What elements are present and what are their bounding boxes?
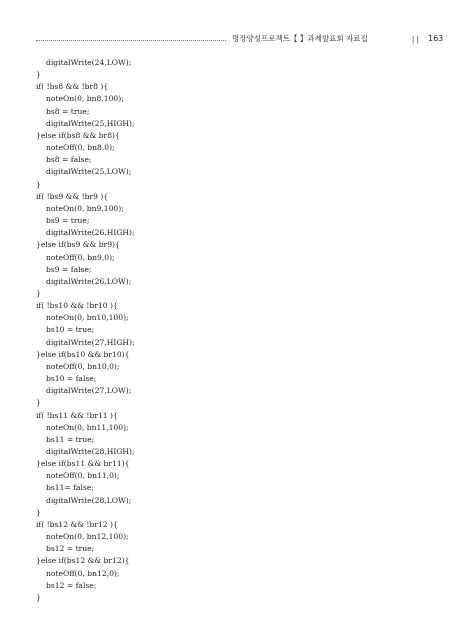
code-line: if( !bs9 && !br9 ){ xyxy=(36,191,109,201)
code-line: noteOn(0, bn10,100); xyxy=(46,313,129,323)
code-line: } xyxy=(36,179,41,189)
code-listing xyxy=(36,57,416,604)
code-line: bs12 = true; xyxy=(46,544,95,554)
code-line: digitalWrite(28,LOW); xyxy=(46,495,132,505)
code-line: }else if(bs12 && br12){ xyxy=(36,556,130,566)
code-line: bs8 = false; xyxy=(46,155,92,165)
code-line: bs11= false; xyxy=(46,483,94,493)
code-line: if( !bs12 && !br12 ){ xyxy=(36,519,118,529)
code-line: digitalWrite(28,HIGH); xyxy=(46,447,135,456)
header-dotted-rule xyxy=(36,40,226,41)
code-line: noteOff(0, bn12,0); xyxy=(46,568,120,578)
code-line: noteOn(0, bn12,100); xyxy=(46,532,129,542)
code-line: digitalWrite(26,HIGH); xyxy=(46,228,135,238)
code-line: }else if(bs11 && br11){ xyxy=(36,459,130,469)
code-line: if( !bs11 && !br11 ){ xyxy=(36,410,118,420)
code-line: noteOff(0, bn8,0); xyxy=(46,143,115,153)
code-line: } xyxy=(36,592,41,602)
code-line: bs10 = false; xyxy=(46,374,97,384)
code-line: if( !bs8 && !br8 ){ xyxy=(36,82,109,92)
code-line: } xyxy=(36,288,41,298)
code-line: noteOff(0, bn9,0); xyxy=(46,252,115,262)
code-line: } xyxy=(36,507,41,517)
code-line: digitalWrite(24,LOW); xyxy=(46,58,132,67)
code-line: noteOff(0, bn11,0); xyxy=(46,471,120,481)
header-separator: ǀ ǀ xyxy=(412,35,419,44)
header-title: 명장양성프로젝트【 】과제발표회 자료집 xyxy=(232,34,368,43)
code-line: bs9 = true; xyxy=(46,216,90,226)
code-line: if( !bs10 && !br10 ){ xyxy=(36,301,118,311)
code-line: bs12 = false; xyxy=(46,580,97,590)
code-line: } xyxy=(36,70,41,80)
code-line: digitalWrite(25,LOW); xyxy=(46,167,132,177)
code-line: digitalWrite(25,HIGH); xyxy=(46,118,135,128)
code-line: bs10 = true; xyxy=(46,325,95,335)
code-line: }else if(bs8 && br8){ xyxy=(36,130,120,140)
code-line: bs9 = false; xyxy=(46,264,92,274)
code-line: digitalWrite(27,LOW); xyxy=(46,386,132,396)
code-line: noteOn(0, bn11,100); xyxy=(46,422,129,432)
code-line: noteOn(0, bn8,100); xyxy=(46,94,124,104)
code-line: }else if(bs9 && br9){ xyxy=(36,240,120,250)
page-header xyxy=(36,32,444,48)
code-line: bs8 = true; xyxy=(46,106,90,116)
code-line: } xyxy=(36,398,41,408)
code-line: digitalWrite(26,LOW); xyxy=(46,276,132,286)
code-line: noteOff(0, bn10,0); xyxy=(46,361,120,371)
code-line: noteOn(0, bn9,100); xyxy=(46,203,124,213)
code-line: bs11 = true; xyxy=(46,434,95,444)
code-line: digitalWrite(27,HIGH); xyxy=(46,337,135,347)
code-line: }else if(bs10 && br10){ xyxy=(36,349,130,359)
page-number: 163 xyxy=(428,34,444,43)
